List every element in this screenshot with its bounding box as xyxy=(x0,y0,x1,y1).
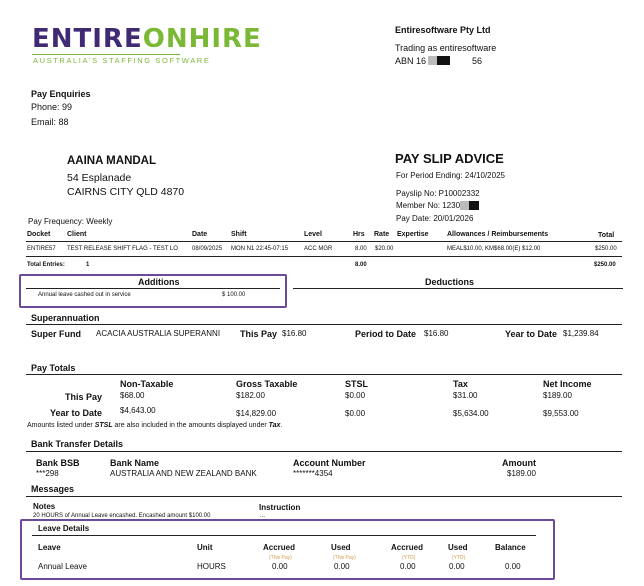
member-redaction-dark xyxy=(469,201,479,210)
super-fund-label: Super Fund xyxy=(31,329,81,339)
payslip-title: PAY SLIP ADVICE xyxy=(395,151,504,166)
abn-prefix: ABN 16 xyxy=(395,56,427,66)
super-ytd-label: Year to Date xyxy=(505,329,558,339)
bank-bsb: ***298 xyxy=(36,469,59,478)
col-used-ytd: Used xyxy=(448,543,468,552)
this-pay-gross-taxable: $182.00 xyxy=(236,391,265,400)
total-hrs: 8.00 xyxy=(355,262,367,268)
col-stsl: STSL xyxy=(345,379,369,389)
company-logo xyxy=(32,24,262,54)
sub-ytd-accrued: (YTD) xyxy=(402,555,416,561)
col-gross-taxable: Gross Taxable xyxy=(236,379,298,389)
ytd-stsl: $0.00 xyxy=(345,409,366,418)
ytd-label: Year to Date xyxy=(50,408,103,418)
col-net-income: Net Income xyxy=(543,379,592,389)
logo-part-entire: ENTIRE xyxy=(32,24,143,54)
ytd-net-income: $9,553.00 xyxy=(543,409,579,418)
sub-this-pay-accrued: (This Pay) xyxy=(269,555,292,561)
abn-suffix: 56 xyxy=(472,56,483,66)
ytd-non-taxable: $4,643.00 xyxy=(120,406,156,415)
leave-balance: 0.00 xyxy=(505,562,521,571)
deductions-title: Deductions xyxy=(425,277,475,287)
col-used-this-pay: Used xyxy=(331,543,351,552)
additions-amount: $ 100.00 xyxy=(222,292,246,298)
abn-redaction-dark xyxy=(437,56,450,65)
logo-tagline: AUSTRALIA'S STAFFING SOFTWARE xyxy=(33,56,211,65)
employee-name: AAINA MANDAL xyxy=(67,155,157,167)
leave-type: Annual Leave xyxy=(38,562,87,571)
cell-level: ACC MGR xyxy=(304,246,333,252)
additions-title: Additions xyxy=(138,277,180,287)
col-unit: Unit xyxy=(197,543,213,552)
col-expertise: Expertise xyxy=(397,231,429,238)
col-client: Client xyxy=(67,231,87,238)
total-entries-label: Total Entries: xyxy=(27,262,65,268)
logo-rule xyxy=(32,54,180,55)
col-accrued-this-pay: Accrued xyxy=(263,543,296,552)
super-this-pay-label: This Pay xyxy=(240,329,278,339)
col-rate: Rate xyxy=(374,231,390,238)
leave-accrued-ytd: 0.00 xyxy=(400,562,416,571)
logo-part-onhire: ONHIRE xyxy=(142,24,262,54)
bank-amount-label: Amount xyxy=(502,458,536,468)
notes-text: 20 HOURS of Annual Leave encashed. Encashed amount $100.00 xyxy=(33,513,211,519)
super-this-pay: $16.80 xyxy=(282,329,307,338)
enquiries-email: Email: 88 xyxy=(31,117,69,127)
this-pay-label: This Pay xyxy=(65,392,103,402)
docket-row-rule xyxy=(26,256,622,257)
company-name: Entiresoftware Pty Ltd xyxy=(395,25,491,35)
leave-accrued-this-pay: 0.00 xyxy=(272,562,288,571)
abn-redaction-light xyxy=(428,56,437,65)
this-pay-net-income: $189.00 xyxy=(543,391,572,400)
employee-address-line1: 54 Esplanade xyxy=(67,172,132,184)
leave-unit: HOURS xyxy=(197,562,226,571)
member-redaction-light xyxy=(460,201,469,210)
col-level: Level xyxy=(304,231,322,238)
leave-used-ytd: 0.00 xyxy=(449,562,465,571)
notes-label: Notes xyxy=(33,502,56,511)
messages-rule xyxy=(26,496,622,497)
additions-item: Annual leave cashed out in service xyxy=(38,292,131,298)
ytd-tax: $5,634.00 xyxy=(453,409,489,418)
col-shift: Shift xyxy=(231,231,247,238)
col-allowances: Allowances / Reimbursements xyxy=(447,231,549,238)
leave-rule xyxy=(32,535,536,536)
cell-date: 08/09/2025 xyxy=(192,246,223,252)
cell-hrs: 8.00 xyxy=(355,246,367,252)
this-pay-non-taxable: $68.00 xyxy=(120,391,145,400)
member-number: Member No: 1230 xyxy=(396,201,461,210)
stsl-note-text-c: are also included in the amounts displayed under xyxy=(112,422,269,429)
pay-date: Pay Date: 20/01/2026 xyxy=(396,214,474,223)
leave-details-title: Leave Details xyxy=(38,524,90,533)
this-pay-stsl: $0.00 xyxy=(345,391,366,400)
pay-totals-title: Pay Totals xyxy=(31,363,76,373)
payslip-number: Payslip No: P10002332 xyxy=(396,189,480,198)
cell-rate: $20.00 xyxy=(375,246,394,252)
stsl-note-text-a: Amounts listed under xyxy=(27,422,95,429)
leave-used-this-pay: 0.00 xyxy=(334,562,350,571)
col-tax: Tax xyxy=(453,379,468,389)
sub-this-pay-used: (This Pay) xyxy=(333,555,356,561)
account-number-label: Account Number xyxy=(293,458,366,468)
bank-bsb-label: Bank BSB xyxy=(36,458,80,468)
period-ending: For Period Ending: 24/10/2025 xyxy=(396,171,505,180)
col-date: Date xyxy=(192,231,208,238)
cell-docket: ENTIRE57 xyxy=(27,246,56,252)
docket-header-rule xyxy=(26,241,622,242)
stsl-note xyxy=(27,422,282,429)
employee-address-line2: CAIRNS CITY QLD 4870 xyxy=(67,186,185,198)
col-non-taxable: Non-Taxable xyxy=(120,379,174,389)
stsl-note-tax: Tax xyxy=(268,422,281,429)
ytd-gross-taxable: $14,829.00 xyxy=(236,409,277,418)
col-hrs: Hrs xyxy=(353,231,365,238)
cell-total: $250.00 xyxy=(595,246,617,252)
pay-frequency: Pay Frequency: Weekly xyxy=(28,217,113,226)
instruction-text: ... xyxy=(260,513,266,519)
bank-amount: $189.00 xyxy=(507,469,536,478)
col-docket: Docket xyxy=(27,231,51,238)
bank-name-label: Bank Name xyxy=(110,458,160,468)
bank-name: AUSTRALIA AND NEW ZEALAND BANK xyxy=(110,469,257,478)
col-balance: Balance xyxy=(495,543,526,552)
super-rule xyxy=(26,324,622,325)
super-ytd: $1,239.84 xyxy=(563,329,599,338)
bank-rule xyxy=(26,451,622,452)
super-ptd: $16.80 xyxy=(424,329,449,338)
this-pay-tax: $31.00 xyxy=(453,391,478,400)
col-leave: Leave xyxy=(38,543,61,552)
pay-totals-rule xyxy=(26,374,622,375)
account-number: *******4354 xyxy=(293,469,333,478)
cell-client: TEST RELEASE SHIFT FLAG - TEST LO xyxy=(67,246,178,252)
total-entries-count: 1 xyxy=(86,262,90,268)
deductions-rule xyxy=(293,288,623,289)
col-accrued-ytd: Accrued xyxy=(391,543,424,552)
stsl-note-stsl: STSL xyxy=(94,422,113,429)
cell-allowances: MEAL$10.00, KM$68.00(E) $12.00 xyxy=(447,246,541,252)
super-section-title: Superannuation xyxy=(31,313,100,323)
super-fund-name: ACACIA AUSTRALIA SUPERANNI xyxy=(96,329,221,338)
pay-enquiries-title: Pay Enquiries xyxy=(31,89,91,99)
sub-ytd-used: (YTD) xyxy=(452,555,466,561)
super-ptd-label: Period to Date xyxy=(355,329,417,339)
additions-rule xyxy=(26,288,280,289)
company-trading: Trading as entiresoftware xyxy=(395,43,497,53)
messages-title: Messages xyxy=(31,484,75,494)
total-amount: $250.00 xyxy=(594,262,616,268)
bank-section-title: Bank Transfer Details xyxy=(31,439,124,449)
stsl-note-period: . xyxy=(280,422,283,429)
enquiries-phone: Phone: 99 xyxy=(31,102,73,112)
cell-shift: MON N1 22:45-07:15 xyxy=(231,246,289,252)
col-total: Total xyxy=(598,232,615,239)
instruction-label: Instruction xyxy=(259,503,301,512)
